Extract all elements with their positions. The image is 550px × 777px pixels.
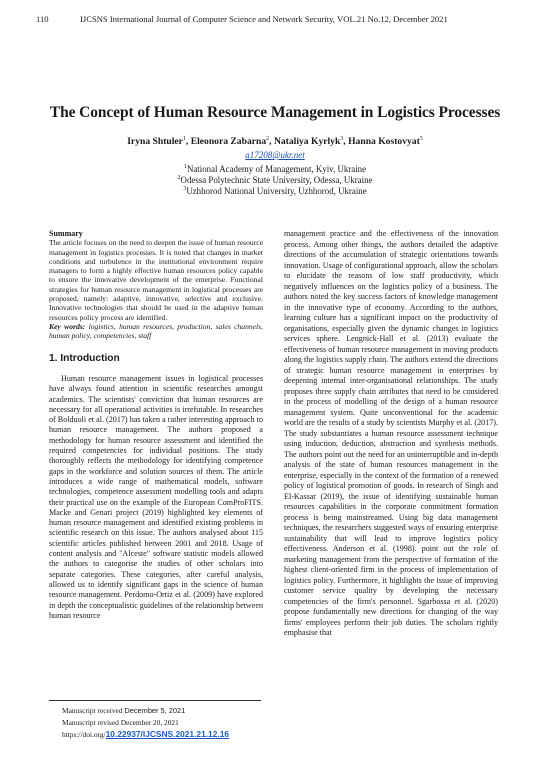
author-sup: 1 — [182, 136, 186, 142]
page-number: 110 — [36, 14, 49, 24]
affiliation-sup: 2 — [177, 175, 181, 182]
abstract-text: The article focuses on the need to deepen the issue of human resource management in logistics processes. It is noted that changes in market conditions and turbulence in the institutional environment require managers to form a highly effective human resources policy capable to ensure the innovative development of the enterprise. Functional strategies for human resource management in logistical processes are proposed, namely: adaptive, innovative, selective and exclusive. Innovative technologies that should be used in the adaptive human resources policy process are identified. — [49, 238, 263, 322]
manuscript-received — [62, 706, 185, 715]
left-column — [49, 229, 263, 621]
affiliation-text: Odessa Polytechnic State University, Odessa, Ukraine — [180, 175, 373, 185]
author-email-link[interactable]: a17208@ukr.net — [245, 150, 305, 160]
paper-title: The Concept of Human Resource Management in Logistics Processes — [49, 104, 501, 121]
keywords-text: logistics, human resources, production, sales channels, human policy, competencies, staff — [49, 321, 263, 341]
right-column-text: management practice and the effectiveness of the innovation process. Among other things, the authors detailed the adaptive directions of the accumulation of strategic orientations towards innovation. Usage of configurational approach, allow the scholars to elucidate the reasons of low staff productivity, which negatively influences on the logistics policy of a business. The authors noted the key success factors of knowledge management in the innovative type of economy. According to the authors, learning culture has a significant impact on the productivity of organisations, especially given the dynamic changes in logistics services sphere. Lengnick-Hall et al. (2013) evaluate the effectiveness of human resource management in moving products along the logistics supply chain. The authors extend the directions of strategic human resource management in enterprises by deepening internal inter-organisational relationships. The study proposes three supply chain attributes that need to be considered in the process of modelling of the design of a human resource management system. Quite unconventional for the academic world are the results of a study by scientists Murphy et al. (2017). The study substantiates a human resource assessment technique using induction, deduction, abstraction and synthesis methods. The authors point out the need for an uninterruptible and in-depth analysis of the state of human resources management in the enterprise, especially in the context of the formation of a renewed policy of logistical promotion of goods. In research of Singh and El-Kassar (2019), the issue of identifying sustainable human resources capabilities in the corporate commitment formation process is being mainstreamed. Using big data management techniques, the researchers suggested ways of ensuring enterprise sustainability that will lead to improve logistics policy effectiveness. Anderson et al. (1998). point out the role of marketing management from the perspective of formation of the highest client-oriented firm in the process of implementation of logistics policy. Furthermore, it highlights the issue of improving customer service quality by developing the necessary competencies of the firm's personnel. Sgarbossa et al. (2020) propose fundamentally new directions for changing of the way firms' employees perform their job duties. The scholars rightly emphasise that — [284, 229, 498, 637]
author-name: Iryna Shtuler — [127, 136, 183, 148]
affiliation-sup: 3 — [183, 186, 187, 193]
manuscript-revised: Manuscript revised December 20, 2021 — [62, 718, 179, 727]
author-sup: 2 — [266, 136, 270, 142]
abstract-heading: Summary — [49, 229, 83, 238]
right-column — [284, 229, 498, 639]
footnote-divider — [49, 700, 261, 701]
abstract — [49, 229, 263, 341]
author-sup: 3 — [419, 136, 423, 142]
doi-link[interactable]: 10.22937/IJCSNS.2021.21.12.16 — [105, 729, 230, 739]
affiliation-text: Uzhhorod National University, Uzhhorod, Ukraine — [186, 186, 367, 196]
introduction — [49, 374, 263, 621]
affiliation — [0, 164, 550, 174]
author-name: Nataliya Kyrlyk — [273, 136, 341, 148]
affiliation — [0, 186, 550, 196]
affiliation-sup: 1 — [183, 164, 187, 171]
received-label: Manuscript received — [62, 706, 123, 715]
section-heading: 1. Introduction — [49, 352, 120, 364]
affiliation — [0, 175, 550, 185]
doi-line — [62, 729, 229, 739]
affiliation-text: National Academy of Management, Kyiv, Ukraine — [186, 164, 367, 174]
introduction-paragraph: Human resource management issues in logistical processes have always found attention in scientific researches amongst academics. The scientists' conviction that human resources are necessary for all operational activities is irrefutable. In researches of Bolduoli et al. (2017) has taken a rather interesting approach to human resource management. The authors proposed a methodology for human resource assessment and identified the required competencies for individual positions. The study thoroughly reflects the methodology for identifying competence gaps in the workforce and solution sources of them. The article introduces a wide range of mathematical models, software technologies, competence assessment modelling tools and adapts their practical use on the example of the European ComProFITS. Macke and Genari project (2019) highlighted key elements of human resource management and identified existing problems in scientific research on this issue. The authors analysed about 115 scientific articles published between 2001 and 2018. Usage of content analysis and "Alceste" software statistic models allowed the authors to categorise the studies of other scholars into separate categories. These categories, after careful analysis, allowed us to identify significant gaps in the science of human resource management. Perdomo-Ortiz et al. (2009) have explored in depth the conceptualistic guidelines of the relationship between human resource — [49, 373, 263, 620]
journal-name: IJCSNS International Journal of Computer Science and Network Security, VOL.21 No.12, December 2021 — [80, 14, 448, 24]
author-sup: 3 — [340, 136, 344, 142]
doi-prefix[interactable]: https://doi.org/ — [62, 730, 106, 739]
keywords-label: Key words: — [49, 321, 86, 331]
author-name: Eleonora Zabarna — [190, 136, 267, 148]
author-list: Iryna Shtuler$^1$, Eleonora Zabarna$^2$, Nataliya Kyrlyk$^3$, Hanna Kostovyat$^3$ — [127, 136, 423, 148]
received-date: December 5, 2021 — [124, 706, 186, 715]
author-name: Hanna Kostovyat — [348, 136, 420, 148]
